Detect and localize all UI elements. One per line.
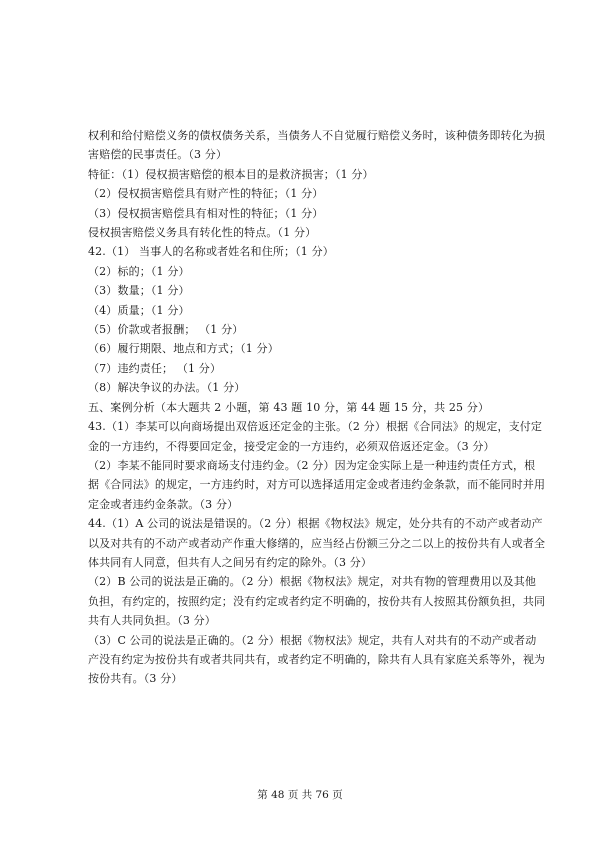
text-line: （6）履行期限、地点和方式；（1 分）	[88, 342, 279, 356]
text-line: 44.（1）A 公司的说法是错误的。（2 分）根据《物权法》规定，处分共有的不动产或者动产	[88, 517, 543, 531]
text-line: （2）B 公司的说法是正确的。（2 分）根据《物权法》规定，对共有物的管理费用以及其他	[88, 575, 537, 589]
text-line: 据《合同法》的规定，一方违约时，对方可以选择适用定金或者违约金条款，而不能同时并用	[88, 478, 546, 492]
text-line: （3）数量；（1 分）	[88, 284, 190, 298]
document-body	[88, 126, 546, 689]
text-line: （5）价款或者报酬； （1 分）	[88, 323, 244, 337]
text-line: 42.（1） 当事人的名称或者姓名和住所；（1 分）	[88, 245, 334, 259]
text-line: 按份共有。（3 分）	[88, 672, 183, 686]
text-line: 金的一方违约，不得要回定金，接受定金的一方违约，必须双倍返还定金。（3 分）	[88, 439, 495, 453]
text-line: （8）解决争议的办法。（1 分）	[88, 381, 246, 395]
text-line: （2）标的；（1 分）	[88, 264, 190, 278]
text-line: 以及对共有的不动产或者动产作重大修缮的，应当经占份额三分之二以上的按份共有人或者全	[88, 536, 546, 550]
text-line: 体共同有人同意，但共有人之间另有约定的除外。（3 分）	[88, 555, 373, 569]
page-number-footer: 第 48 页 共 76 页	[257, 789, 343, 801]
text-line: （2）侵权损害赔偿具有财产性的特征；（1 分）	[88, 187, 324, 201]
text-line: 侵权损害赔偿义务具有转化性的特点。（1 分）	[88, 226, 317, 240]
section-heading: 五、案例分析（本大题共 2 小题，第 43 题 10 分，第 44 题 15 分，共 25 分）	[88, 400, 490, 414]
text-line: 定金或者违约金条款。（3 分）	[88, 497, 239, 511]
text-line: 特征：（1）侵权损害赔偿的根本目的是救济损害；（1 分）	[88, 167, 374, 181]
text-line: 负担，有约定的，按照约定；没有约定或者约定不明确的，按份共有人按照其份额负担，共同	[88, 594, 546, 608]
text-line: （7）违约责任； （1 分）	[88, 361, 222, 375]
text-line: 43.（1）李某可以向商场提出双倍返还定金的主张。（2 分）根据《合同法》的规定，支付定	[88, 420, 543, 434]
text-line: （3）侵权损害赔偿具有相对性的特征；（1 分）	[88, 206, 324, 220]
text-line: 权利和给付赔偿义务的债权债务关系，当债务人不自觉履行赔偿义务时，该种债务即转化为损	[88, 129, 546, 142]
text-line: 共有人共同负担。（3 分）	[88, 614, 216, 628]
text-line: （2）李某不能同时要求商场支付违约金。（2 分）因为定金实际上是一种违约责任方式，根	[88, 458, 536, 472]
text-line: 产没有约定为按份共有或者共同共有，或者约定不明确的，除共有人具有家庭关系等外，视为	[88, 652, 546, 666]
text-line: 害赔偿的民事责任。（3 分）	[88, 148, 228, 162]
text-line: （3）C 公司的说法是正确的。（2 分）根据《物权法》规定，共有人对共有的不动产或者动	[88, 633, 537, 647]
text-line: （4）质量；（1 分）	[88, 303, 190, 317]
